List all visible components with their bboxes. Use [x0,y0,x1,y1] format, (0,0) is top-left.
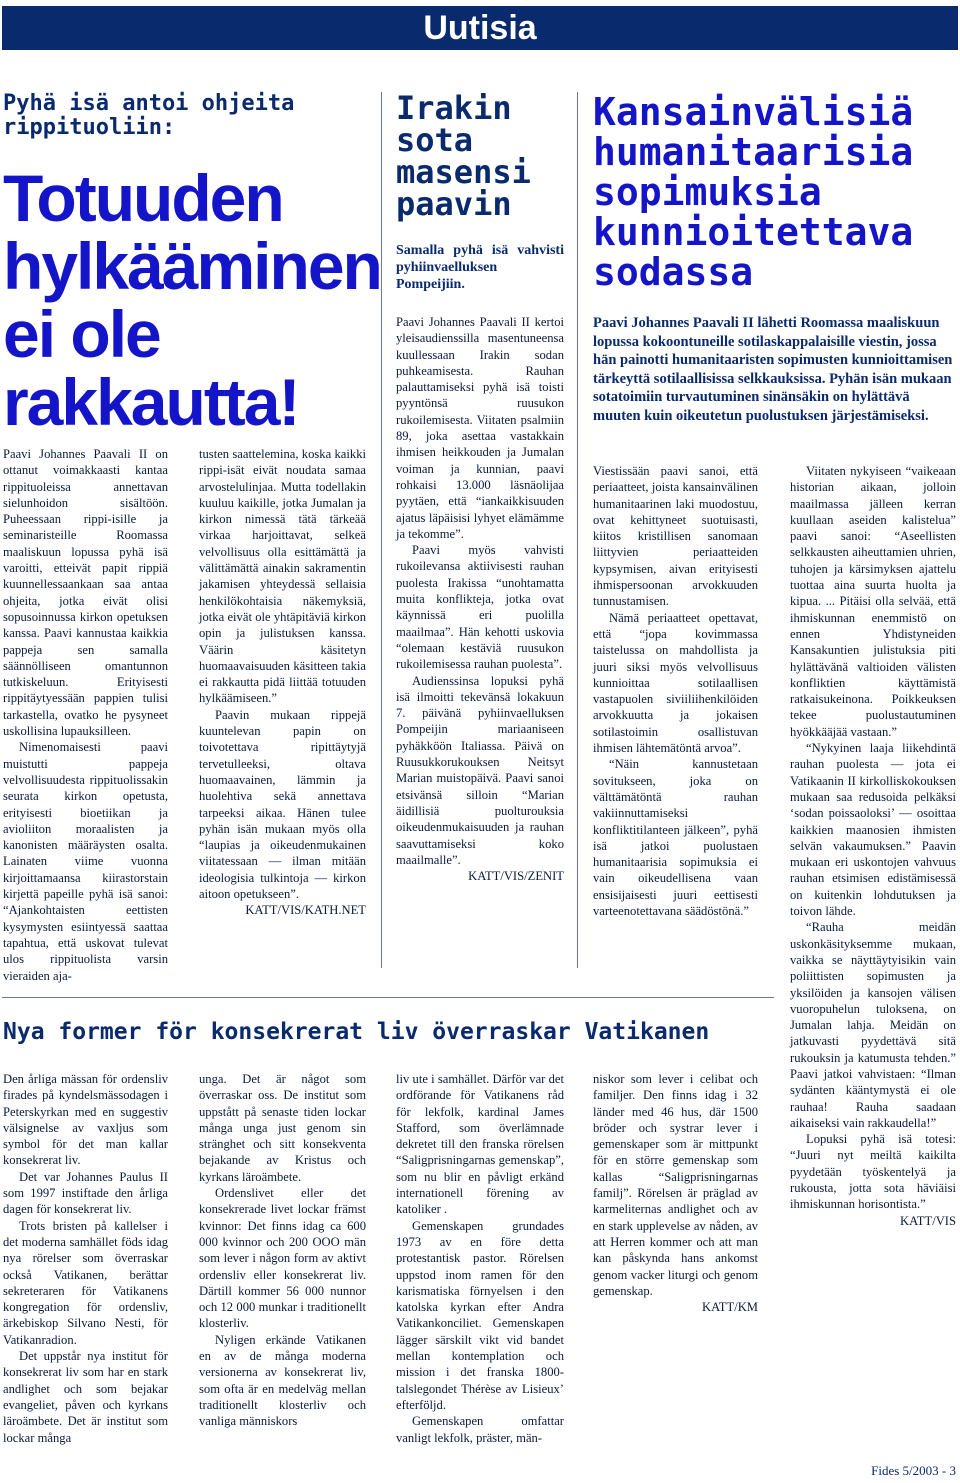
article1-paragraph: tusten saattelemina, koska kaikki rippi-isät eivät noudata samaa arvostelulinjaa. Mutta todellakin kuuluu kaikille, jotka Jumalan ja kirkon nimessä tätä tärkeää virkaa harjoittavat, selkeä velvollisuus olla esittämättä ja välittämättä ainakin sakramentin jakamisen yhteydessä sellaisia henkilökohtaisia näkemyksiä, jotka eivät ole yhtäpitäviä kirkon opin ja julistuksen kanssa. Väärin käsitetyn huomaavaisuuden käsitteen takia ei rakkautta pidä liittää totuuden hylkäämiseen.” [199,447,366,706]
article1-column-1 [3,446,168,984]
article4-paragraph: Den årliga mässan för ordensliv firades på kyndelsmässodagen i Peterskyrkan med en suggestiv välsignelse av vaxljus som symbol för det man kallar konsekrerat liv. [3,1072,168,1168]
article4-paragraph: liv ute i samhället. Därför var det ordförande för Vatikanens råd för lekfolk, kardinal James Stafford, som överlämnade dekretet till den franska rörelsen “Saligprisningarnas gemenskap”, som nu blir en påvligt erkänd internationell förening av katoliker . [396,1072,564,1217]
article4-title: Nya former för konsekrerat liv överraskar Vatikanen [3,1019,710,1045]
article3-column-2 [790,463,956,1229]
article2-lead: Samalla pyhä isä vahvisti pyhiinvaelluksen Pompeijiin. [396,243,564,292]
article3-paragraph: Viitaten nykyiseen “vaikeaan historian aikaan, jolloin maailmassa jälleen kerran kuullaan aseiden kalistelua” paavi sanoi: “Aseellisten selkkausten aiheuttamien uhrien, tuhojen ja kärsimyksen ajattelu tuottaa aina suurta huolta ja kipua. ... Pitäisi olla selvää, että ihmiskunnan enemmistö on ennen Yhdistyneiden Kansakuntien julistuksia piti hylättävänä valtioiden välisten konfliktien käyttämistä ratkaisukeinona. Poikkeuksen tekee puolustautuminen hyökkääjää vastaan.” [790,464,956,739]
section-banner: Uutisia [2,6,958,50]
article4-paragraph: Gemenskapen grundades 1973 av en före detta protestantisk pastor. Rörelsen uppstod inom ramen för den karismatiska förnyelsen i den katolska kyrkan efter Andra Vatikankonciliet. Gemenskapen lägger särskilt vikt vid bandet mellan kontemplation och mission i det franska 1800-talslegondet Thérèse av Lisieux’ efterföljd. [396,1218,564,1412]
article2-signature: KATT/VIS/ZENIT [468,869,564,884]
article1-paragraph: Nimenomaisesti paavi muistutti pappeja velvollisuudesta rippituolissakin seurata kirkon opetusta, erityisesti bioetiikan ja avioliiton moraalisten ja kanonisten määräysten osalta. Lainaten viime vuonna kirjoittamaansa kiirastorstain kirjettä papeille pyhä isä sanoi: “Ajankohtaisten eettisten kysymysten esiintyessä saattaa tapahtua, että uskovat tulevat ulos rippituolista varsin vieraiden aja- [3,740,168,983]
article3-paragraph: “Nykyinen laaja liikehdintä rauhan puolesta — jota ei Vatikaanin II kirkolliskokouksen mukaan saa redusoida pelkäksi ‘sodan poissaoloksi’ — osoittaa kaikkien maanosien ihmisten selvän vakaumuksen.” Paavin mukaan eri uskontojen vahvuus rauhan etsimisen edistämisessä on kuitenkin lohdutuksen ja toivon lähde. [790,741,956,919]
article4-column-2 [199,1071,366,1430]
article4-paragraph: Det uppstår nya institut för konsekrerat liv som har en stark andlighet och som bejakar evangeliet, påven och kyrkans läroämbete. Det är institut som lockar många [3,1349,168,1445]
article1-signature: KATT/VIS/KATH.NET [245,903,366,918]
article4-paragraph: Trots bristen på kallelser i det moderna samhället föds idag nya rörelser som överraskar också Vatikanen, berättar sekreteraren för Vatikanens kongregation för ordensliv, ärkebiskop Silvano Nesti, för Vatikanradion. [3,1218,168,1347]
article4-paragraph: unga. Det är något som överraskar oss. De institut som uppstått på senaste tiden lockar många unga just genom sin stränghet och sitt konsekventa bejakande av Kristus och kyrkans läroämbete. [199,1072,366,1184]
article2-paragraph: Paavi myös vahvisti rukoilevansa aktiivisesti rauhan puolesta Irakissa “unohtamatta muita konflikteja, jotka ovat käynnissä eri puolilla maailmaa”. Hän kehotti uskovia “olemaan kestäviä ruusukon rukoilemisessa rauhan puolesta”. [396,543,564,672]
section-divider [2,997,774,998]
article1-paragraph: Paavin mukaan rippejä kuuntelevan papin on toivotettava ripittäytyjä tervetulleeksi, oltava huomaavainen, lämmin ja huolehtiva sekä annettava tarpeeksi aikaa. Hänen tulee pyhän isän mukaan myös olla “laupias ja oikeudenmukainen viitatessaan — ilman mitään ideologisia tulkintoja — kirkon aitoon opetukseen”. [199,707,366,902]
article4-paragraph: Det var Johannes Paulus II som 1997 instiftade den årliga dagen för konsekrerat liv. [3,1169,168,1217]
article3-title: Kansainvälisiä humanitaarisia sopimuksia kunnioitettava sodassa [593,90,914,294]
article3-column-1 [593,463,758,919]
article1-title: Totuuden hylkääminen ei ole rakkautta! [3,161,381,439]
article4-paragraph: niskor som lever i celibat och familjer. Den finns idag i 32 länder med 46 hus, där 1500 bröder och systrar lever i gemenskaper som är mittpunkt för en större gemenskap som kallas “Saligprisningarnas familj”. Rörelsen är präglad av karmeliternas andlighet och av en stark upplevelse av nåden, av att Herren kommer och att man kan påskynda hans ankomst genom vacker liturgi och genom gemenskap. [593,1072,758,1298]
article3-lead: Paavi Johannes Paavali II lähetti Roomassa maaliskuun lopussa kokoontuneille sotilaskappalaisille viestin, jossa hän painotti humanitaaristen sopimusten kunnioittamisen tärkeyttä sotilaallisissa selkkauksissa. Pyhän isän mukaan sotatoimiin turvautuminen sinänsäkin on hylättävä muuten kuin oikeutetun puolustuksen järjestämiseksi. [593,315,953,424]
article4-column-1 [3,1071,168,1446]
article2-title: Irakin sota masensi paavin [396,89,531,223]
article4-paragraph: Nyligen erkände Vatikanen en av de många moderna versionerna av konsekrerat liv, som ofta är en medelväg mellan traditionellt klosterliv och vanliga människors [199,1332,366,1429]
page-footer: Fides 5/2003 - 3 [871,1463,956,1478]
article4-column-4 [593,1071,758,1315]
article3-paragraph: Lopuksi pyhä isä totesi: “Juuri nyt meiltä kaikilta pyydetään työskentelyä ja rukousta, jotta sota häviäisi ihmiskunnan horisontista.” [790,1132,956,1212]
article3-paragraph: “Näin kannustetaan sovitukseen, joka on välttämätöntä rauhan vakiinnuttamiseksi konfliktitilanteen jälkeen”, pyhä isä jatkoi puolustaen humanitaarisia sopimuksia ei vain oikeudellisena vaan ensisijaisesti juuri eettisesti varteenotettavana säädöstönä.” [593,757,758,919]
article1-column-2 [199,446,366,919]
article3-paragraph: “Rauha meidän uskonkäsityksemme mukaan, vaikka se näyttäytyisikin vain poliittisten sopimusten ja yksilöiden ja kansojen välisen vuoropuhelun tuloksena, on Jumalan lahja. Meidän on jatkuvasti pyydettävä sitä rukouksin ja katumusta tehden.” Paavi jatkoi vahvistaen: “Ilman sydänten kääntymystä ei ole rauhaa! Rauha saadaan aikaiseksi vain rakkaudella!” [790,920,956,1130]
article3-paragraph: Viestissään paavi sanoi, että periaatteet, joista kansainvälinen humanitaarinen laki muodostuu, ovat kehittyneet suotuisasti, kiitos kristillisen sanomaan liittyvien periaatteiden kypsymisen, aivan erityisesti ihmispersoonan arvokkuuden tunnustamisen. [593,464,758,609]
column-divider [577,92,578,968]
article2-paragraph: Audienssinsa lopuksi pyhä isä ilmoitti tekevänsä lokakuun 7. päivänä pyhiinvaelluksen Pompeijin mariaaniseen pyhäkköön Italiassa. Päivä on Ruusukkorukouksen Neitsyt Marian muistopäivä. Paavi sanoi etsivänsä silloin “Marian äidillisiä puolturouksia oikeudenmukaisuuden ja rauhan saavuttamiseksi koko maailmalle”. [396,673,564,867]
article2-paragraph: Paavi Johannes Paavali II kertoi yleisaudienssilla masentuneensa kuullessaan Irakin sodan puhkeamisesta. Rauhan palauttamiseksi pyhä isä toisti pyyntönsä ruusukon rukoilemisesta. Viitaten psalmiin 89, joka asettaa vastakkain ihmisen heikkouden ja Jumalan voiman ja kunnian, paavi rohkaisi 13.000 läsnäolijaa pyytäen, että “iankaikkisuuden ajatus läpäisisi lyhyet elämämme ja tekomme”. [396,315,564,541]
article4-signature: KATT/KM [702,1300,758,1315]
article4-paragraph: Gemenskapen omfattar vanligt lekfolk, präster, män- [396,1414,564,1445]
article2-body [396,314,564,884]
column-divider [381,92,382,968]
article1-paragraph: Paavi Johannes Paavali II on ottanut voimakkaasti kantaa rippituoleissa annettavan sielunhoidon sisältöön. Puheessaan rippi-isille ja seminaristeille Roomassa maaliskuun lopussa pyhä isä varoitti, etteivät papit rippiä kuunnellessaankaan saa antaa ohjeita, jotka eivät olisi sopusoinnussa kirkon opetuksen kanssa. Paavi kannustaa kaikkia pappeja sen samalla säännölliseen omantunnon tutkiskeluun. Erityisesti rippitäytyessään pappien tulisi tarkastella, ovatko he pysyneet uskollisina lupauksilleen. [3,447,168,739]
article3-paragraph: Nämä periaatteet opettavat, että “jopa kovimmassa taistelussa on mahdollista ja juuri siksi myös velvollisuus kunnioittaa sotilaallisen vastapuolen siviiliihenkilöiden arvokkuutta ja jokaisen sotilastoimin osallistuvan ihmisen lähtemätöntä arvoa”. [593,610,758,756]
article3-signature: KATT/VIS [900,1213,956,1228]
article1-kicker: Pyhä isä antoi ohjeita rippituoliin: [3,91,295,140]
article4-column-3 [396,1071,564,1446]
article4-paragraph: Ordenslivet eller det konsekrerade livet lockar främst kvinnor: Det finns idag ca 600 000 kvinnor och 200 OOO män som lever i någon form av aktivt ordensliv eller konsekrerat liv. Därtill kommer 56 000 nunnor och 12 000 munkar i traditionellt klosterliv. [199,1186,366,1331]
